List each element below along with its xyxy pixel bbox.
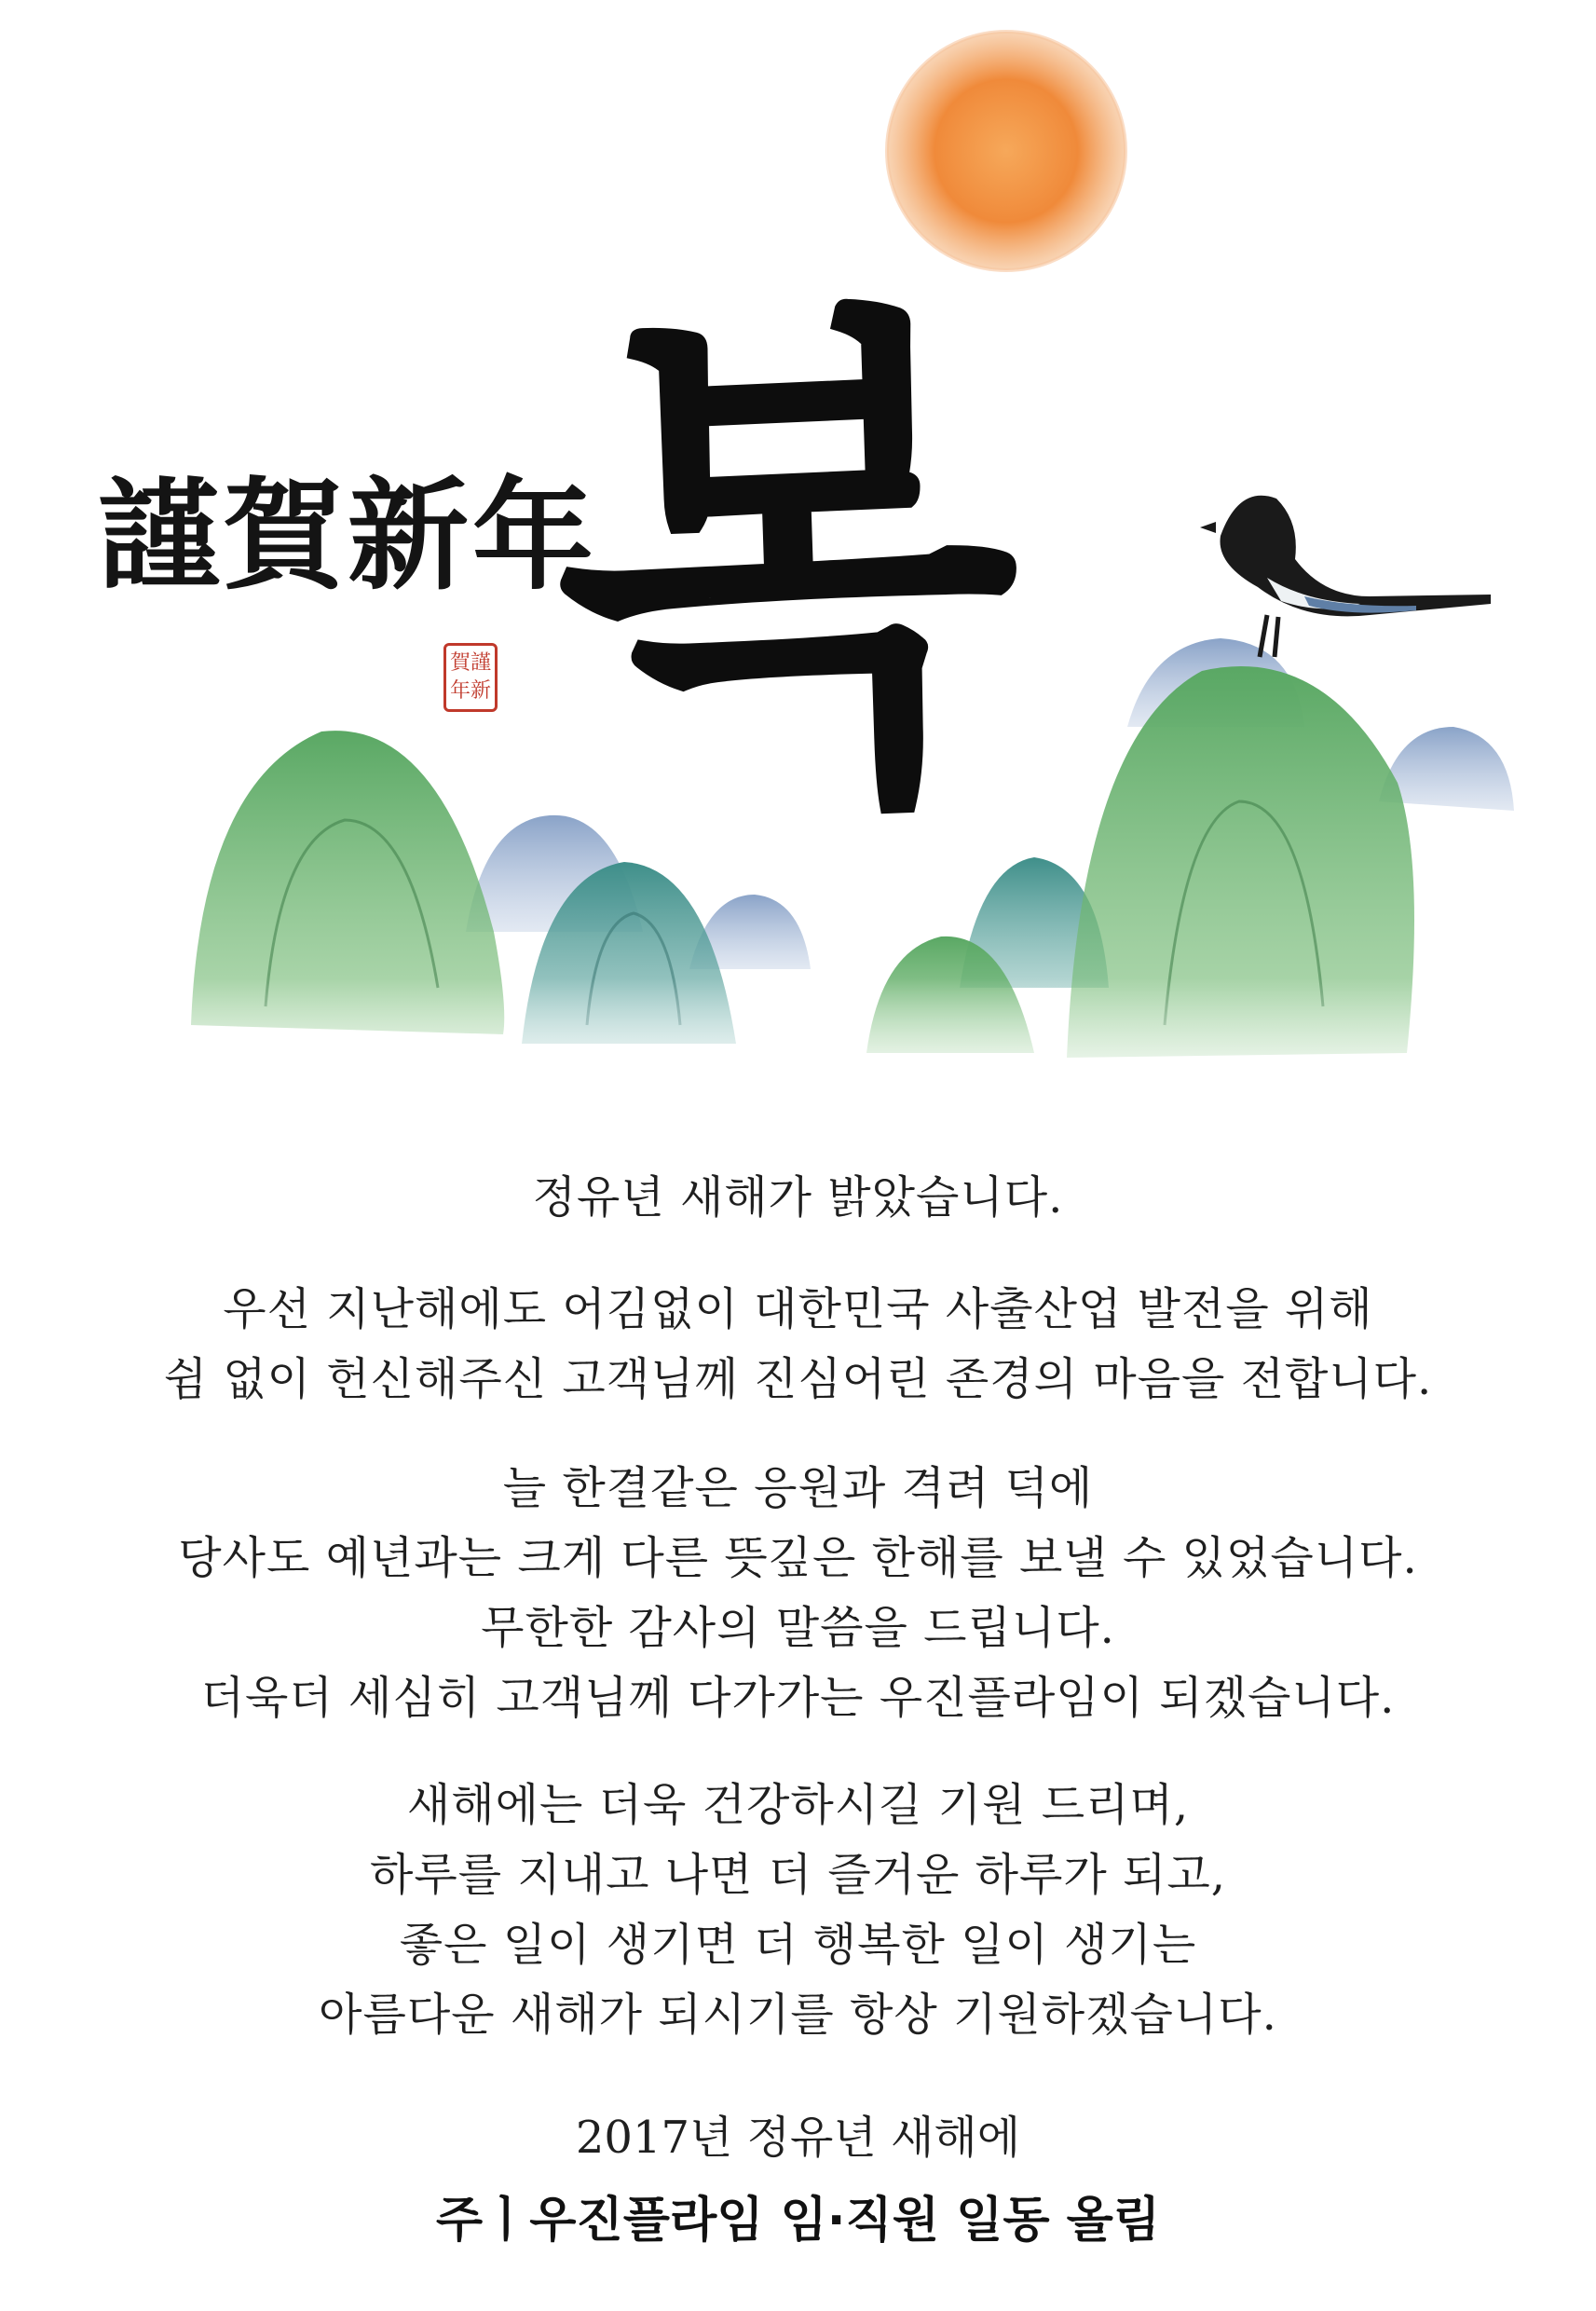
message-line: 쉼 없이 헌신해주신 고객님께 진심어린 존경의 마음을 전합니다. bbox=[163, 1353, 1433, 1405]
seal-char: 新 bbox=[471, 679, 492, 703]
message-paragraph-2 bbox=[0, 1275, 1596, 1415]
message-line: 정유년 새해가 밝았습니다. bbox=[532, 1171, 1064, 1224]
message-line: 더욱더 세심히 고객님께 다가가는 우진플라임이 되겠습니다. bbox=[200, 1672, 1396, 1724]
message-line: 우선 지난해에도 어김없이 대한민국 사출산업 발전을 위해 bbox=[223, 1283, 1373, 1335]
seal-char: 年 bbox=[450, 679, 471, 703]
message-line: 아름다운 새해가 되시기를 항상 기원하겠습니다. bbox=[319, 1989, 1277, 2041]
message-line: 무한한 감사의 말씀을 드립니다. bbox=[481, 1602, 1115, 1654]
message-line: 좋은 일이 생기면 더 행복한 일이 생기는 bbox=[399, 1919, 1197, 1971]
red-seal-stamp bbox=[443, 643, 498, 712]
message-line: 늘 한결같은 응원과 격려 덕에 bbox=[502, 1462, 1094, 1514]
message-paragraph-1 bbox=[0, 1163, 1596, 1233]
message-line: 하루를 지내고 나면 더 즐거운 하루가 되고, bbox=[369, 1849, 1227, 1901]
seal-char: 謹 bbox=[471, 651, 492, 675]
message-line: 당사도 예년과는 크게 다른 뜻깊은 한해를 보낼 수 있었습니다. bbox=[178, 1532, 1418, 1584]
seal-char: 賀 bbox=[450, 651, 471, 675]
calligraphy-bok-character: 복 bbox=[545, 255, 1029, 881]
message-paragraph-3 bbox=[0, 1454, 1596, 1733]
greeting-title-hanja: 謹賀新年 bbox=[98, 465, 598, 607]
message-line: 새해에는 더욱 건강하시길 기원 드리며, bbox=[406, 1779, 1190, 1831]
company-signature: 주ㅣ우진플라임 임·직원 일동 올림 bbox=[435, 2193, 1161, 2249]
date-line: 2017년 정유년 새해에 bbox=[575, 2112, 1021, 2164]
message-paragraph-4 bbox=[0, 1771, 1596, 2050]
magpie-bird-illustration bbox=[1200, 496, 1491, 657]
